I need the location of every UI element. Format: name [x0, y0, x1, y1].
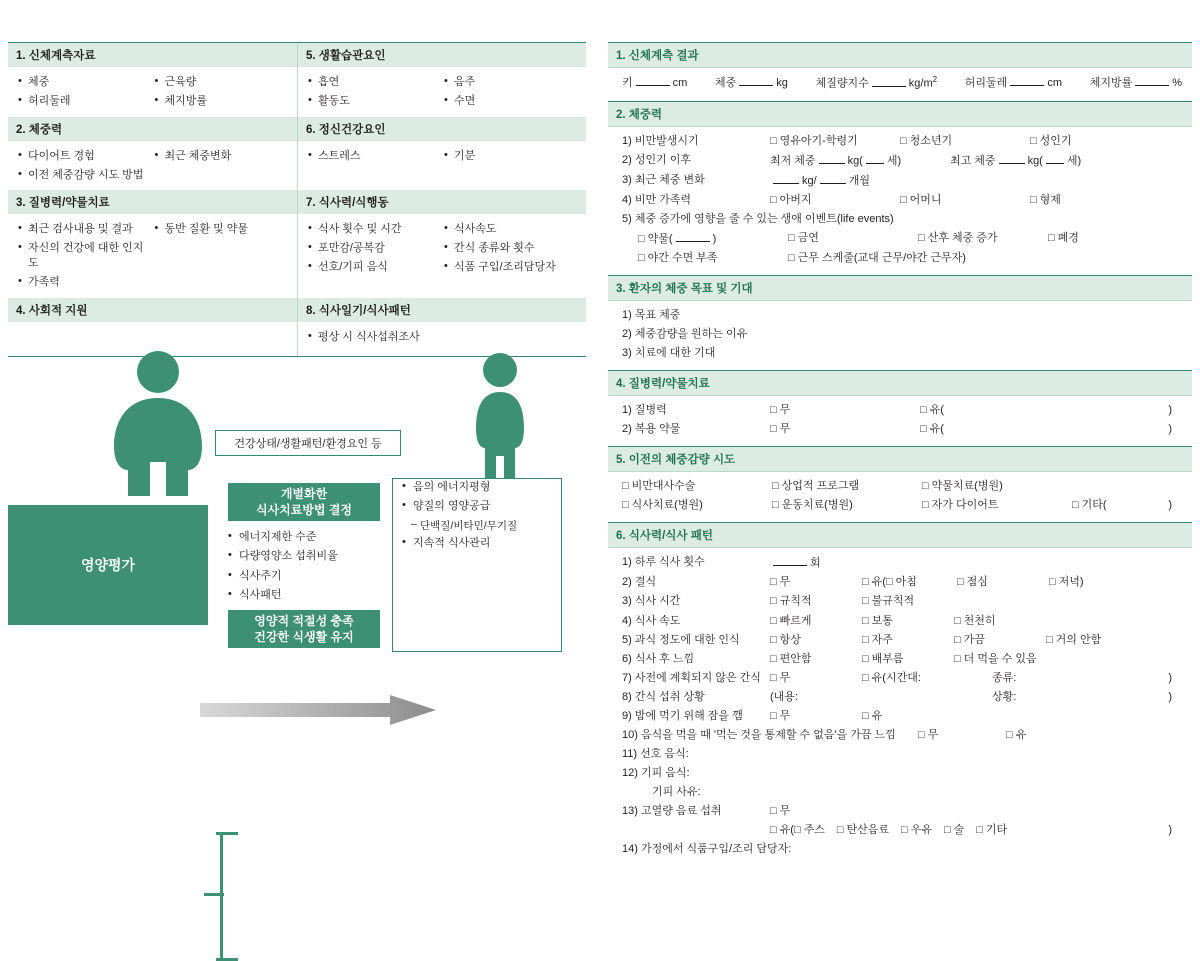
list-item: • 수면 [442, 92, 578, 111]
checkbox-skip-breakfast[interactable]: □ 아침 [886, 576, 917, 588]
form-section-body-1 [608, 68, 1192, 101]
checkbox-control-no[interactable]: □ 무 [918, 727, 1006, 744]
label-snack-type: 종류: [992, 671, 1017, 684]
list-item: • 지속적 식사관리 [402, 534, 562, 553]
checkbox-disease-no[interactable]: □ 무 [770, 402, 920, 419]
list-item: • 자신의 건강에 대한 인지도 [16, 239, 153, 273]
green-box2-line-2: 건강한 식생활 유지 [254, 630, 354, 644]
checkbox-disease-yes[interactable]: □ 유( [920, 402, 1182, 419]
list-item: • 식사패턴 [228, 586, 388, 605]
green-box-line-2: 식사치료방법 결정 [255, 503, 353, 517]
label-avoided-food: 12) 기피 음식: [622, 766, 690, 779]
table-row [8, 190, 586, 297]
weight-input[interactable] [739, 74, 773, 86]
lowest-weight-input[interactable] [819, 152, 845, 164]
checkbox-speed-fast[interactable]: □ 빠르게 [770, 613, 862, 630]
label-food-purchaser: 14) 가정에서 식품구입/조리 담당자: [622, 843, 792, 856]
checkbox-self-diet[interactable]: □ 자가 다이어트 [922, 497, 1072, 514]
checkbox-feel-can-eat-more[interactable]: □ 더 먹을 수 있음 [954, 651, 1037, 668]
label-disease-history: 1) 질병력 [622, 404, 667, 417]
checkbox-medication-yes[interactable]: □ 유( [920, 421, 1182, 438]
list-item: • 근육량 [153, 73, 290, 92]
highest-weight-input[interactable] [999, 152, 1025, 164]
form-section-body-5 [608, 472, 1192, 522]
checkbox-skip-no[interactable]: □ 무 [770, 574, 862, 591]
connector-line-top [216, 832, 238, 835]
section-header: 3. 질병력/약물치료 [8, 190, 297, 215]
checkbox-medication[interactable]: □ 약물( ) [638, 230, 788, 248]
list-subitem: – 단백질/비타민/무기질 [402, 517, 562, 534]
checkbox-drug-therapy[interactable]: □ 약물치료(병원) [922, 478, 1003, 495]
waist-input[interactable] [1010, 74, 1044, 86]
form-section-body-2 [608, 127, 1192, 275]
list-item: • 음의 에너지평형 [402, 478, 562, 497]
form-section-header-6: 6. 식사력/식사 패턴 [608, 522, 1192, 548]
transformation-arrow-icon [200, 695, 436, 725]
field-meal-count: 회 [770, 554, 821, 572]
checkbox-night-yes[interactable]: □ 유 [862, 708, 954, 725]
drink-paren-close: ) [1168, 824, 1172, 837]
form-section-body-6 [608, 548, 1192, 866]
checkbox-feel-comfortable[interactable]: □ 편안함 [770, 651, 862, 668]
assessment-component-table [8, 42, 586, 357]
patient-intake-form [608, 42, 1192, 866]
list-item: • 간식 종류와 횟수 [442, 239, 578, 258]
list-item: • 평상 시 식사섭취조사 [306, 328, 578, 347]
list-item: • 식사속도 [442, 220, 578, 239]
table-cell-section-1 [8, 43, 297, 117]
label-avoid-reason: 기피 사유: [652, 785, 701, 798]
connector-line-nutrition [204, 893, 224, 896]
checkbox-skip-yes[interactable]: □ 유( □ 아침 [862, 574, 957, 591]
checkbox-snack-yes[interactable]: □ 유(시간대: [862, 670, 992, 687]
list-item: • 식사 횟수 및 시간 [306, 220, 442, 239]
form-section-header-4: 4. 질병력/약물치료 [608, 370, 1192, 396]
list-item: • 에너지제한 수준 [228, 528, 388, 547]
section-header: 1. 신체계측자료 [8, 43, 297, 68]
section-header: 6. 정신건강요인 [298, 117, 586, 142]
green-box2-line-1: 영양적 적절성 충족 [254, 613, 354, 628]
connector-line-vertical [220, 832, 223, 960]
label-recent-change: 3) 최근 체중 변화 [622, 173, 705, 186]
field-lowest-weight: 최저 체중 kg( 세) [770, 152, 950, 170]
label-night-eating: 9) 밤에 먹기 위해 잠을 깸 [622, 709, 743, 722]
checkbox-drink-yes[interactable]: □ 유( □ 주스 [770, 822, 825, 839]
list-item: • 체지방률 [153, 92, 290, 111]
list-item: • 포만감/공복감 [306, 239, 442, 258]
checkbox-shift-work[interactable]: □ 근무 스케줄(교대 근무/야간 근무자) [788, 250, 966, 267]
field-snack-context[interactable]: 상황: [992, 690, 1017, 703]
checkbox-diet-therapy[interactable]: □ 식사치료(병원) [622, 497, 772, 514]
label-after-adult: 2) 성인기 이후 [622, 153, 692, 166]
height-input[interactable] [636, 74, 670, 86]
section-header: 4. 사회적 지원 [8, 298, 297, 323]
checkbox-postpartum[interactable]: □ 산후 체중 증가 [918, 230, 1048, 247]
list-item: • 스트레스 [306, 147, 442, 166]
recent-change-kg-input[interactable] [773, 172, 799, 184]
field-bmi: 체질량지수 $kg/m^2$ [815, 75, 938, 90]
obese-person-icon [98, 350, 218, 500]
list-item: • 최근 검사내용 및 결과 [16, 220, 153, 239]
list-item: • 흡연 [306, 73, 442, 92]
checkbox-overeat-rarely[interactable]: □ 거의 안함 [1046, 632, 1101, 649]
list-item: • 다량영양소 섭취비율 [228, 547, 388, 566]
checkbox-speed-slow[interactable]: □ 천천히 [954, 613, 1046, 630]
checkbox-control-yes[interactable]: □ 유 [1006, 727, 1026, 744]
checkbox-snack-no[interactable]: □ 무 [770, 670, 862, 687]
label-meal-speed: 4) 식사 속도 [622, 614, 681, 627]
meal-count-input[interactable] [773, 554, 807, 566]
form-section-header-5: 5. 이전의 체중감량 시도 [608, 446, 1192, 472]
form-section-header-2: 2. 체중력 [608, 101, 1192, 127]
checkbox-speed-normal[interactable]: □ 보통 [862, 613, 954, 630]
checkbox-onset-adolescent[interactable]: □ 청소년기 [900, 133, 1030, 150]
other-paren-close: ) [1168, 499, 1172, 512]
table-row [8, 117, 586, 191]
list-item: • 기분 [442, 147, 578, 166]
disease-paren-close: ) [1168, 404, 1172, 417]
section-header: 5. 생활습관요인 [298, 43, 586, 68]
label-target-weight: 1) 목표 체중 [622, 309, 681, 322]
lowest-weight-age-input[interactable] [866, 152, 884, 164]
field-highest-weight: 최고 체중 kg( 세) [950, 152, 1081, 170]
list-item: • 식품 구입/조리담당자 [442, 258, 578, 277]
bmi-input[interactable] [872, 75, 906, 87]
checkbox-overeat-always[interactable]: □ 항상 [770, 632, 862, 649]
label-after-meal: 6) 식사 후 느낌 [622, 652, 695, 665]
label-family-history: 4) 비만 가족력 [622, 193, 692, 206]
checkbox-bariatric-surgery[interactable]: □ 비만대사수술 [622, 478, 772, 495]
checkbox-alcohol[interactable]: □ 술 [944, 822, 964, 839]
label-preferred-food: 11) 선호 음식: [622, 747, 689, 760]
label-unplanned-snack: 7) 사전에 계획되지 않은 간식 [622, 671, 761, 684]
checkbox-commercial-program[interactable]: □ 상업적 프로그램 [772, 478, 922, 495]
checkbox-smoking-cessation[interactable]: □ 금연 [788, 230, 918, 247]
form-section-body-3 [608, 301, 1192, 370]
checkbox-menopause[interactable]: □ 폐경 [1048, 230, 1079, 247]
outcome-list [402, 478, 562, 553]
checkbox-night-no[interactable]: □ 무 [770, 708, 862, 725]
checkbox-soda[interactable]: □ 탄산음료 [837, 822, 889, 839]
individualized-therapy-box [228, 483, 380, 521]
checkbox-time-irregular[interactable]: □ 불규칙적 [862, 593, 954, 610]
field-height: 키 cm [622, 74, 687, 92]
label-loss-of-control: 10) 음식을 먹을 때 '먹는 것을 통제할 수 없음'을 가끔 느낌 [622, 728, 896, 741]
checkbox-onset-child[interactable]: □ 영유아기-학령기 [770, 133, 900, 150]
snack-situation-paren-close: ) [1168, 690, 1172, 703]
label-reason: 2) 체중감량을 원하는 이유 [622, 328, 748, 341]
list-item: • 이전 체중감량 시도 방법 [16, 166, 153, 185]
snack-paren-close: ) [1168, 671, 1172, 684]
field-weight: 체중 kg [715, 74, 788, 92]
list-item: • 양질의 영양공급 [402, 497, 562, 516]
form-section-body-4 [608, 396, 1192, 446]
checkbox-juice[interactable]: □ 주스 [794, 824, 825, 836]
checkbox-overeat-sometimes[interactable]: □ 가끔 [954, 632, 1046, 649]
highest-weight-age-input[interactable] [1046, 152, 1064, 164]
bodyfat-input[interactable] [1135, 74, 1169, 86]
list-item: • 선호/기피 음식 [306, 258, 442, 277]
checkbox-skip-lunch[interactable]: □ 점심 [957, 574, 1049, 591]
list-item: • 동반 질환 및 약물 [153, 220, 290, 239]
healthy-diet-box [228, 610, 380, 648]
label-snack-situation: 8) 간식 섭취 상황 [622, 690, 705, 703]
list-item: • 허리둘레 [16, 92, 153, 111]
label-medication-history: 2) 복용 약물 [622, 423, 681, 436]
diagram-caption-box: 건강상태/생활패턴/환경요인 등 [215, 430, 401, 456]
checkbox-other[interactable]: □ 기타( [1072, 497, 1182, 514]
field-snack-content[interactable]: (내용: [770, 690, 798, 703]
label-onset: 1) 비만발생시기 [622, 134, 699, 147]
label-meal-time: 3) 식사 시간 [622, 595, 681, 608]
checkbox-overeat-often[interactable]: □ 자주 [862, 632, 954, 649]
label-high-calorie-drink: 13) 고열량 음료 섭취 [622, 804, 722, 817]
medication-input[interactable] [676, 230, 710, 242]
checkbox-sibling[interactable]: □ 형제 [1030, 192, 1061, 209]
label-skipping: 2) 결식 [622, 576, 657, 589]
list-item: • 가족력 [16, 273, 153, 292]
section-header: 7. 식사력/식행동 [298, 190, 586, 215]
form-section-header-3: 3. 환자의 체중 목표 및 기대 [608, 275, 1192, 301]
medication-paren-close: ) [1168, 423, 1172, 436]
field-recent-change: kg/ 개월 [770, 172, 870, 190]
checkbox-sleep-deprivation[interactable]: □ 야간 수면 부족 [638, 250, 788, 267]
nutrition-assessment-box: 영양평가 [8, 505, 208, 625]
checkbox-skip-dinner[interactable]: □ 저녁) [1049, 574, 1084, 591]
table-cell-section-5 [297, 43, 586, 117]
checkbox-mother[interactable]: □ 어머니 [900, 192, 1030, 209]
table-row [8, 43, 586, 117]
table-cell-section-7 [297, 190, 586, 297]
label-life-events: 5) 체중 증가에 영향을 줄 수 있는 생애 이벤트(life events) [622, 212, 894, 225]
section-header: 2. 체중력 [8, 117, 297, 142]
checkbox-milk[interactable]: □ 우유 [901, 822, 932, 839]
table-cell-section-2 [8, 117, 297, 191]
checkbox-drink-no[interactable]: □ 무 [770, 803, 790, 820]
checkbox-feel-full[interactable]: □ 배부름 [862, 651, 954, 668]
list-item: • 음주 [442, 73, 578, 92]
label-meal-count: 1) 하루 식사 횟수 [622, 556, 705, 569]
label-expectation: 3) 치료에 대한 기대 [622, 347, 716, 360]
checkbox-exercise-therapy[interactable]: □ 운동치료(병원) [772, 497, 922, 514]
list-item: • 최근 체중변화 [153, 147, 290, 166]
checkbox-onset-adult[interactable]: □ 성인기 [1030, 133, 1072, 150]
list-item: • 활동도 [306, 92, 442, 111]
list-item: • 체중 [16, 73, 153, 92]
label-overeating: 5) 과식 정도에 대한 인식 [622, 633, 740, 646]
field-bodyfat: 체지방률 % [1090, 74, 1182, 92]
checkbox-time-regular[interactable]: □ 규칙적 [770, 593, 862, 610]
checkbox-father[interactable]: □ 아버지 [770, 192, 900, 209]
recent-change-month-input[interactable] [820, 172, 846, 184]
field-waist: 허리둘레 cm [965, 74, 1062, 92]
green-box-line-1: 개별화한 [280, 486, 328, 501]
list-item: • 식사주기 [228, 567, 388, 586]
therapy-detail-list [228, 528, 388, 606]
table-cell-section-3 [8, 190, 297, 297]
checkbox-drink-other[interactable]: □ 기타 [976, 822, 1007, 839]
section-header: 8. 식사일기/식사패턴 [298, 298, 586, 323]
checkbox-medication-no[interactable]: □ 무 [770, 421, 920, 438]
table-cell-section-6 [297, 117, 586, 191]
slim-person-icon [460, 352, 540, 498]
list-item: • 다이어트 경험 [16, 147, 153, 166]
form-section-header-1: 1. 신체계측 결과 [608, 42, 1192, 68]
